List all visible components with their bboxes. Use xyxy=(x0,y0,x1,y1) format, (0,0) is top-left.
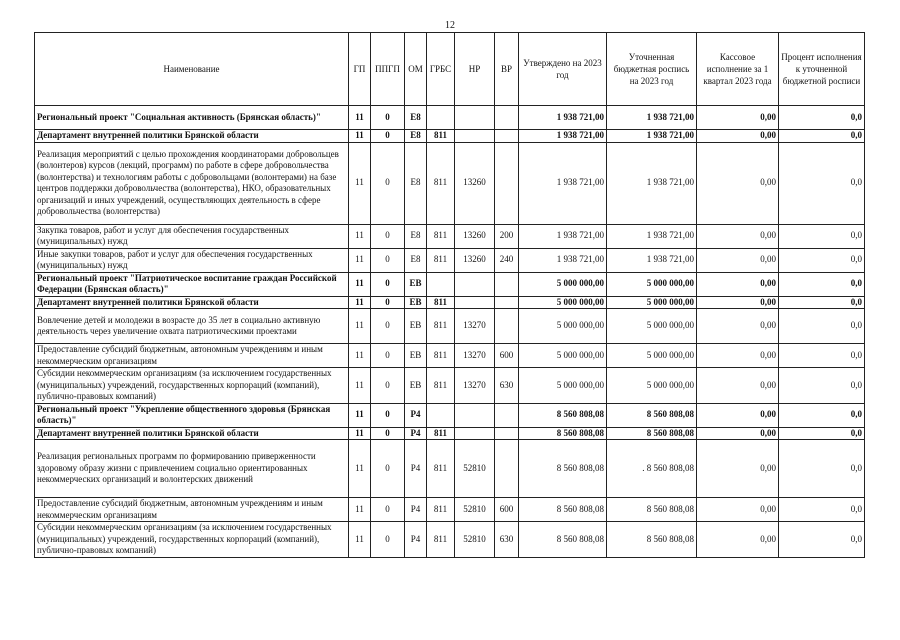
cell-om: EB xyxy=(405,296,427,309)
cell-grbs: 811 xyxy=(427,142,455,224)
header-percent: Процент исполнения к уточненной бюджетной росписи xyxy=(779,33,865,106)
cell-gp: 11 xyxy=(349,130,371,143)
cell-om: E8 xyxy=(405,106,427,130)
cell-cash: 0,00 xyxy=(697,522,779,558)
cell-revised: 8 560 808,08 xyxy=(607,427,697,440)
cell-om: P4 xyxy=(405,498,427,522)
cell-cash: 0,00 xyxy=(697,344,779,368)
cell-vr xyxy=(495,130,519,143)
cell-vr: 600 xyxy=(495,344,519,368)
cell-gp: 11 xyxy=(349,498,371,522)
table-row xyxy=(35,403,865,427)
cell-ppgp: 0 xyxy=(371,309,405,344)
cell-revised: 1 938 721,00 xyxy=(607,224,697,248)
cell-revised: 1 938 721,00 xyxy=(607,142,697,224)
header-grbs: ГРБС xyxy=(427,33,455,106)
cell-percent: 0,0 xyxy=(779,130,865,143)
table-row xyxy=(35,296,865,309)
header-nr: НР xyxy=(455,33,495,106)
table-row xyxy=(35,106,865,130)
cell-name: Департамент внутренней политики Брянской области xyxy=(35,296,349,309)
cell-om: EB xyxy=(405,309,427,344)
cell-ppgp: 0 xyxy=(371,427,405,440)
table-body xyxy=(35,106,865,558)
cell-nr: 13270 xyxy=(455,344,495,368)
cell-grbs: 811 xyxy=(427,224,455,248)
cell-nr xyxy=(455,427,495,440)
cell-name: Реализация мероприятий с целью прохождения координаторами добровольцев (волонтеров) курсов (лекций, программ) по работе в сфере добровольчества (волонтерства) и технологиям работы с добровольцами (волонтерами) на базе центров поддержки добровольчества (волонтерства), НКО, образовательных организаций и иных учреждений, осуществляющих деятельность в сфере добровольчества (волонтерства) xyxy=(35,142,349,224)
cell-name: Региональный проект "Укрепление общественного здоровья (Брянская область)" xyxy=(35,403,349,427)
cell-nr xyxy=(455,106,495,130)
cell-vr xyxy=(495,296,519,309)
cell-nr xyxy=(455,272,495,296)
table-row xyxy=(35,309,865,344)
cell-nr: 13260 xyxy=(455,248,495,272)
cell-approved: 5 000 000,00 xyxy=(519,296,607,309)
cell-nr: 52810 xyxy=(455,522,495,558)
cell-name: Закупка товаров, работ и услуг для обеспечения государственных (муниципальных) нужд xyxy=(35,224,349,248)
cell-om: E8 xyxy=(405,130,427,143)
cell-gp: 11 xyxy=(349,344,371,368)
cell-percent: 0,0 xyxy=(779,498,865,522)
cell-om: EB xyxy=(405,368,427,404)
table-row xyxy=(35,498,865,522)
cell-approved: 1 938 721,00 xyxy=(519,130,607,143)
cell-approved: 5 000 000,00 xyxy=(519,344,607,368)
cell-om: P4 xyxy=(405,427,427,440)
cell-percent: 0,0 xyxy=(779,403,865,427)
cell-grbs: 811 xyxy=(427,440,455,498)
cell-gp: 11 xyxy=(349,224,371,248)
header-om: ОМ xyxy=(405,33,427,106)
cell-grbs: 811 xyxy=(427,368,455,404)
cell-name: Предоставление субсидий бюджетным, автономным учреждениям и иным некоммерческим организациям xyxy=(35,344,349,368)
cell-grbs xyxy=(427,272,455,296)
cell-percent: 0,0 xyxy=(779,224,865,248)
cell-ppgp: 0 xyxy=(371,440,405,498)
cell-name: Субсидии некоммерческим организациям (за исключением государственных (муниципальных) учреждений, государственных корпораций (компаний), публично-правовых компаний) xyxy=(35,522,349,558)
cell-cash: 0,00 xyxy=(697,498,779,522)
cell-ppgp: 0 xyxy=(371,106,405,130)
cell-gp: 11 xyxy=(349,522,371,558)
cell-revised: 8 560 808,08 xyxy=(607,403,697,427)
cell-grbs: 811 xyxy=(427,296,455,309)
cell-approved: 1 938 721,00 xyxy=(519,248,607,272)
cell-revised: 1 938 721,00 xyxy=(607,106,697,130)
cell-grbs xyxy=(427,403,455,427)
cell-ppgp: 0 xyxy=(371,522,405,558)
table-header-row xyxy=(35,33,865,106)
cell-revised: 5 000 000,00 xyxy=(607,309,697,344)
cell-vr xyxy=(495,309,519,344)
header-name: Наименование xyxy=(35,33,349,106)
cell-gp: 11 xyxy=(349,309,371,344)
cell-percent: 0,0 xyxy=(779,522,865,558)
cell-vr xyxy=(495,440,519,498)
cell-ppgp: 0 xyxy=(371,130,405,143)
cell-percent: 0,0 xyxy=(779,368,865,404)
cell-om: E8 xyxy=(405,142,427,224)
cell-vr xyxy=(495,427,519,440)
cell-name: Региональный проект "Патриотическое воспитание граждан Российской Федерации (Брянская область)" xyxy=(35,272,349,296)
cell-name: Региональный проект "Социальная активность (Брянская область)" xyxy=(35,106,349,130)
cell-cash: 0,00 xyxy=(697,248,779,272)
cell-revised: 8 560 808,08 xyxy=(607,498,697,522)
table-row xyxy=(35,142,865,224)
table-row xyxy=(35,248,865,272)
cell-nr: 52810 xyxy=(455,498,495,522)
cell-cash: 0,00 xyxy=(697,309,779,344)
cell-ppgp: 0 xyxy=(371,142,405,224)
cell-grbs: 811 xyxy=(427,522,455,558)
cell-revised: 5 000 000,00 xyxy=(607,296,697,309)
cell-cash: 0,00 xyxy=(697,368,779,404)
cell-approved: 1 938 721,00 xyxy=(519,224,607,248)
cell-cash: 0,00 xyxy=(697,130,779,143)
cell-nr: 13270 xyxy=(455,309,495,344)
cell-grbs: 811 xyxy=(427,427,455,440)
cell-om: P4 xyxy=(405,522,427,558)
cell-approved: 8 560 808,08 xyxy=(519,427,607,440)
cell-ppgp: 0 xyxy=(371,368,405,404)
cell-gp: 11 xyxy=(349,403,371,427)
table-row xyxy=(35,272,865,296)
cell-ppgp: 0 xyxy=(371,344,405,368)
cell-vr: 200 xyxy=(495,224,519,248)
cell-ppgp: 0 xyxy=(371,248,405,272)
cell-approved: 8 560 808,08 xyxy=(519,440,607,498)
cell-percent: 0,0 xyxy=(779,344,865,368)
cell-ppgp: 0 xyxy=(371,272,405,296)
cell-om: E8 xyxy=(405,248,427,272)
cell-ppgp: 0 xyxy=(371,224,405,248)
header-vr: ВР xyxy=(495,33,519,106)
cell-vr: 630 xyxy=(495,368,519,404)
cell-gp: 11 xyxy=(349,368,371,404)
cell-name: Департамент внутренней политики Брянской области xyxy=(35,427,349,440)
cell-gp: 11 xyxy=(349,106,371,130)
cell-nr xyxy=(455,403,495,427)
table-row xyxy=(35,130,865,143)
cell-grbs: 811 xyxy=(427,498,455,522)
cell-nr xyxy=(455,130,495,143)
cell-approved: 1 938 721,00 xyxy=(519,106,607,130)
cell-om: P4 xyxy=(405,440,427,498)
cell-gp: 11 xyxy=(349,296,371,309)
cell-approved: 5 000 000,00 xyxy=(519,309,607,344)
cell-cash: 0,00 xyxy=(697,224,779,248)
cell-grbs: 811 xyxy=(427,309,455,344)
cell-name: Вовлечение детей и молодежи в возрасте до 35 лет в социально активную деятельность через увеличение охвата патриотическими проектами xyxy=(35,309,349,344)
table-row xyxy=(35,522,865,558)
cell-name: Реализация региональных программ по формированию приверженности здоровому образу жизни с привлечением социально ориентированных некоммерческих организаций и волонтерских движений xyxy=(35,440,349,498)
table-row xyxy=(35,224,865,248)
cell-cash: 0,00 xyxy=(697,403,779,427)
cell-revised: 5 000 000,00 xyxy=(607,344,697,368)
cell-revised: 1 938 721,00 xyxy=(607,130,697,143)
cell-name: Субсидии некоммерческим организациям (за исключением государственных (муниципальных) учреждений, государственных корпораций (компаний), публично-правовых компаний) xyxy=(35,368,349,404)
cell-revised: . 8 560 808,08 xyxy=(607,440,697,498)
cell-om: P4 xyxy=(405,403,427,427)
cell-cash: 0,00 xyxy=(697,142,779,224)
cell-name: Департамент внутренней политики Брянской области xyxy=(35,130,349,143)
cell-approved: 5 000 000,00 xyxy=(519,368,607,404)
cell-revised: 5 000 000,00 xyxy=(607,272,697,296)
cell-revised: 5 000 000,00 xyxy=(607,368,697,404)
cell-approved: 8 560 808,08 xyxy=(519,522,607,558)
cell-vr xyxy=(495,142,519,224)
cell-nr: 52810 xyxy=(455,440,495,498)
cell-cash: 0,00 xyxy=(697,427,779,440)
cell-percent: 0,0 xyxy=(779,248,865,272)
cell-approved: 5 000 000,00 xyxy=(519,272,607,296)
table-row xyxy=(35,368,865,404)
cell-grbs: 811 xyxy=(427,248,455,272)
budget-table xyxy=(34,32,865,558)
cell-ppgp: 0 xyxy=(371,296,405,309)
cell-nr xyxy=(455,296,495,309)
cell-cash: 0,00 xyxy=(697,106,779,130)
cell-name: Предоставление субсидий бюджетным, автономным учреждениям и иным некоммерческим организациям xyxy=(35,498,349,522)
cell-gp: 11 xyxy=(349,440,371,498)
cell-cash: 0,00 xyxy=(697,272,779,296)
cell-nr: 13260 xyxy=(455,142,495,224)
cell-om: EB xyxy=(405,344,427,368)
header-cash: Кассовое исполнение за 1 квартал 2023 года xyxy=(697,33,779,106)
table-row xyxy=(35,427,865,440)
table-row xyxy=(35,440,865,498)
cell-approved: 1 938 721,00 xyxy=(519,142,607,224)
cell-vr xyxy=(495,272,519,296)
header-gp: ГП xyxy=(349,33,371,106)
cell-gp: 11 xyxy=(349,272,371,296)
cell-vr xyxy=(495,106,519,130)
cell-nr: 13270 xyxy=(455,368,495,404)
cell-vr xyxy=(495,403,519,427)
page-number: 12 xyxy=(445,20,455,31)
cell-percent: 0,0 xyxy=(779,106,865,130)
cell-gp: 11 xyxy=(349,427,371,440)
cell-cash: 0,00 xyxy=(697,440,779,498)
cell-gp: 11 xyxy=(349,142,371,224)
cell-percent: 0,0 xyxy=(779,427,865,440)
cell-percent: 0,0 xyxy=(779,142,865,224)
cell-percent: 0,0 xyxy=(779,309,865,344)
table-row xyxy=(35,344,865,368)
cell-ppgp: 0 xyxy=(371,403,405,427)
cell-approved: 8 560 808,08 xyxy=(519,498,607,522)
cell-nr: 13260 xyxy=(455,224,495,248)
cell-grbs: 811 xyxy=(427,344,455,368)
cell-vr: 600 xyxy=(495,498,519,522)
cell-percent: 0,0 xyxy=(779,296,865,309)
cell-grbs xyxy=(427,106,455,130)
header-ppgp: ППГП xyxy=(371,33,405,106)
cell-revised: 1 938 721,00 xyxy=(607,248,697,272)
cell-approved: 8 560 808,08 xyxy=(519,403,607,427)
cell-vr: 630 xyxy=(495,522,519,558)
header-revised: Уточненная бюджетная роспись на 2023 год xyxy=(607,33,697,106)
cell-name: Иные закупки товаров, работ и услуг для обеспечения государственных (муниципальных) нужд xyxy=(35,248,349,272)
cell-percent: 0,0 xyxy=(779,272,865,296)
cell-percent: 0,0 xyxy=(779,440,865,498)
cell-om: E8 xyxy=(405,224,427,248)
cell-gp: 11 xyxy=(349,248,371,272)
header-approved: Утверждено на 2023 год xyxy=(519,33,607,106)
cell-vr: 240 xyxy=(495,248,519,272)
cell-om: EB xyxy=(405,272,427,296)
cell-cash: 0,00 xyxy=(697,296,779,309)
cell-ppgp: 0 xyxy=(371,498,405,522)
cell-grbs: 811 xyxy=(427,130,455,143)
cell-revised: 8 560 808,08 xyxy=(607,522,697,558)
